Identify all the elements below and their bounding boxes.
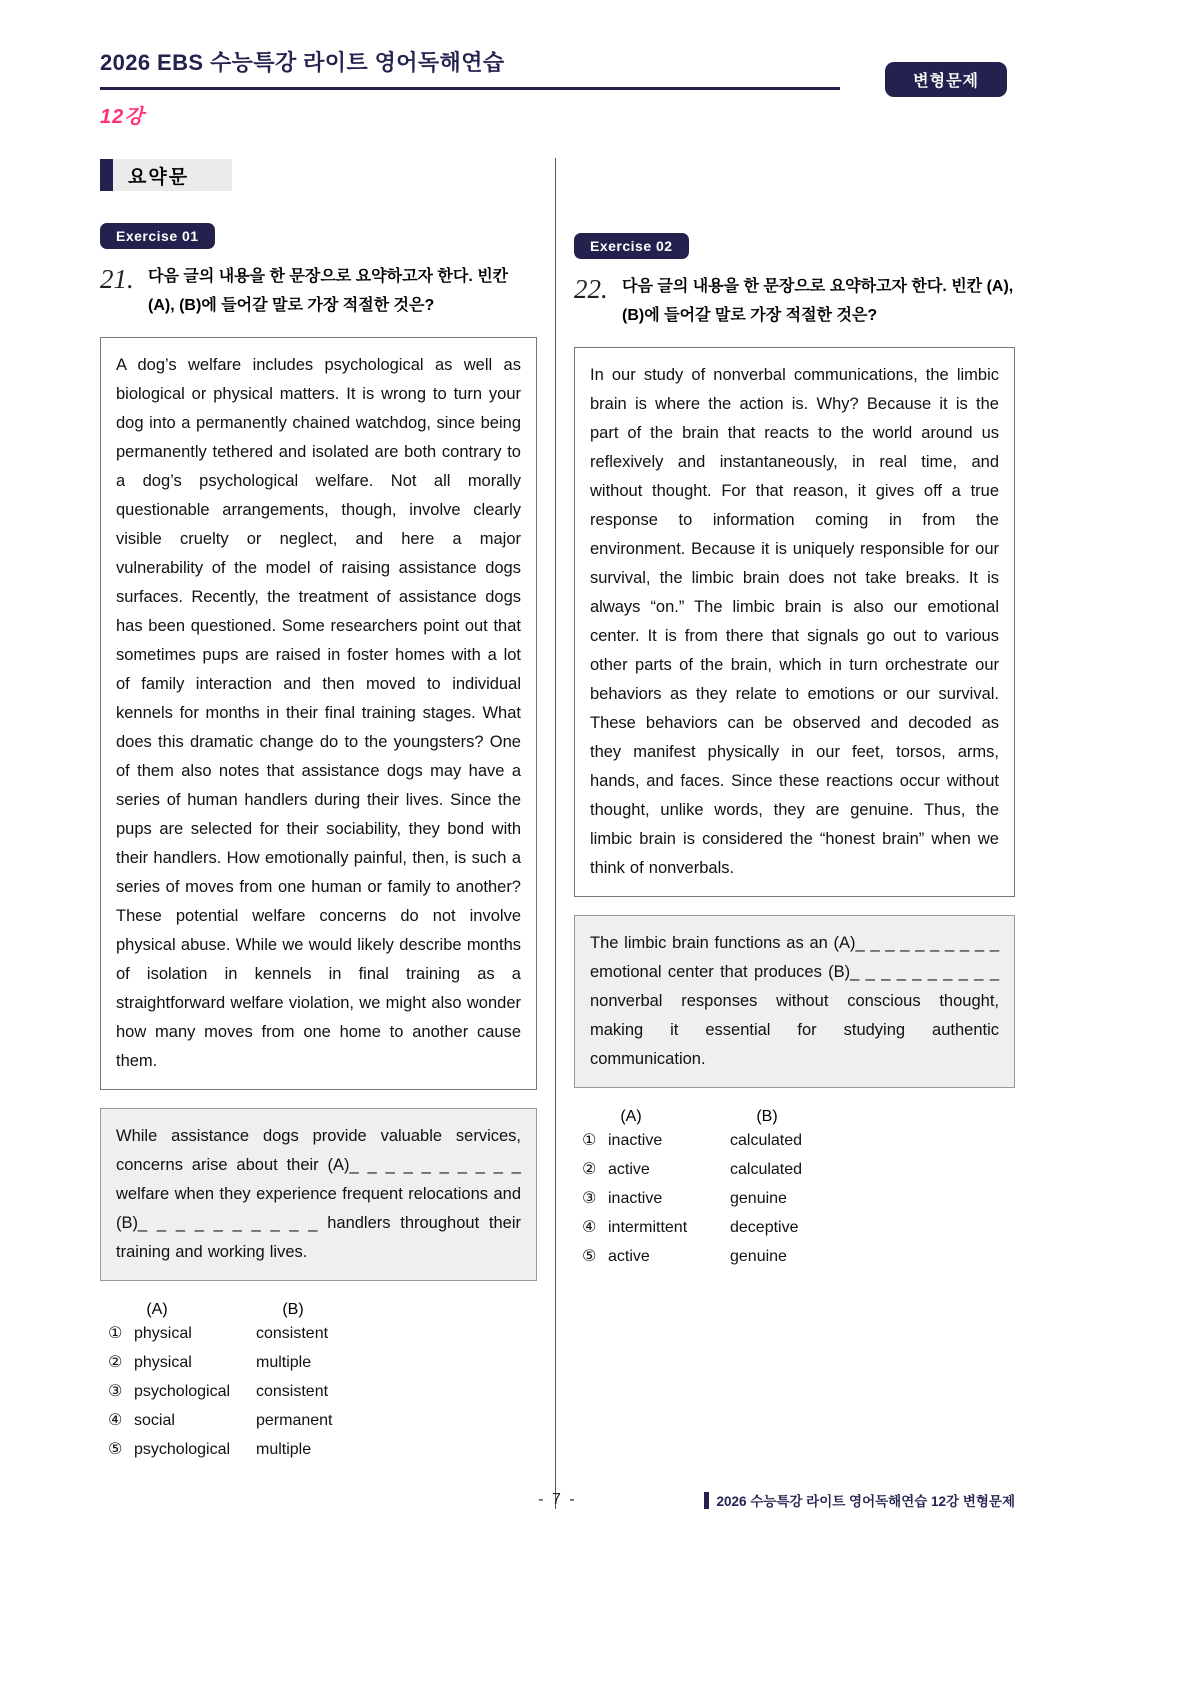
choice-option-a: inactive bbox=[608, 1131, 663, 1149]
two-column-layout bbox=[100, 223, 1015, 1464]
choice-row bbox=[100, 1436, 537, 1464]
choice-option-a: psychological bbox=[134, 1440, 231, 1458]
passage-box: A dog’s welfare includes psychological as well as biological or physical matters. It is wrong to turn your dog into a permanently chained watchdog, since being permanently tethered and isolated are both contrary to a dog’s psychological welfare. Not all morally questionable arrangements, though, involve clearly visible cruelty or neglect, and here a major vulnerability of the model of raising assistance dogs surfaces. Recently, the treatment of assistance dogs has been questioned. Some researchers point out that sometimes pups are raised in foster homes with a lot of family interaction and then moved to individual kennels for months in their final training stages. What does this dramatic change do to the youngsters? One of them also notes that assistance dogs may have a series of human handlers during their lives. Since the pups are selected for their sociability, they bond with their handlers. How emotionally painful, then, is such a series of moves from one human or family to another? These potential welfare concerns do not involve physical abuse. While we would likely describe months of isolation in kennels in final training as a straightforward welfare violation, we might also wonder how many moves from one home to another cause them. bbox=[100, 337, 537, 1090]
column-a-label: (A) bbox=[620, 1107, 642, 1125]
exercise-01 bbox=[100, 223, 537, 1464]
column-divider bbox=[555, 158, 556, 1509]
choice-option-b: consistent bbox=[256, 1324, 329, 1342]
footer-caption bbox=[704, 1490, 1015, 1510]
column-b-label: (B) bbox=[282, 1300, 304, 1318]
choice-row bbox=[574, 1185, 1015, 1213]
page-footer bbox=[100, 1490, 1015, 1510]
column-a-label: (A) bbox=[146, 1300, 168, 1318]
footer-accent-bar bbox=[704, 1492, 709, 1509]
choice-row bbox=[574, 1156, 1015, 1184]
choice-option-b: calculated bbox=[730, 1160, 803, 1178]
question-number: 21. bbox=[100, 264, 134, 294]
summary-box: The limbic brain functions as an (A)_ _ _ _ _ _ _ _ _ _ emotional center that produces (B)_ _ _ _ _ _ _ _ _ _ nonverbal responses without conscious thought, making it essential for studying authentic communication. bbox=[574, 915, 1015, 1088]
choice-option-a: active bbox=[608, 1247, 650, 1265]
choice-row bbox=[100, 1378, 537, 1406]
choice-column-headers bbox=[100, 1301, 537, 1319]
choice-option-b: multiple bbox=[256, 1440, 312, 1458]
choice-number: ② bbox=[108, 1353, 123, 1371]
summary-box: While assistance dogs provide valuable services, concerns arise about their (A)_ _ _ _ _ _ _ _ _ _ welfare when they experience frequent relocations and (B)_ _ _ _ _ _ _ _ _ _ handlers throughout their training and working lives. bbox=[100, 1108, 537, 1281]
choice-row bbox=[574, 1243, 1015, 1271]
section-accent-bar bbox=[100, 159, 113, 191]
choice-option-b: consistent bbox=[256, 1382, 329, 1400]
choice-option-a: physical bbox=[134, 1324, 192, 1342]
choice-row bbox=[100, 1320, 537, 1348]
question-text: 다음 글의 내용을 한 문장으로 요약하고자 한다. 빈칸 (A), (B)에 들어갈 말로 가장 적절한 것은? bbox=[622, 278, 1014, 324]
choice-number: ③ bbox=[108, 1382, 123, 1400]
choice-number: ② bbox=[582, 1160, 597, 1178]
exercise-02 bbox=[574, 233, 1015, 1271]
choice-number: ⑤ bbox=[582, 1247, 597, 1265]
question-text: 다음 글의 내용을 한 문장으로 요약하고자 한다. 빈칸 (A), (B)에 들어갈 말로 가장 적절한 것은? bbox=[148, 268, 509, 314]
choice-column-headers bbox=[574, 1108, 1015, 1126]
choice-number: ③ bbox=[582, 1189, 597, 1207]
choice-option-b: permanent bbox=[256, 1411, 333, 1429]
choice-number: ⑤ bbox=[108, 1440, 123, 1458]
choice-number: ① bbox=[108, 1324, 123, 1342]
book-title: 2026 EBS 수능특강 라이트 영어독해연습 bbox=[100, 46, 840, 90]
section-title: 요약문 bbox=[128, 166, 190, 188]
column-b-label: (B) bbox=[756, 1107, 778, 1125]
choice-option-a: psychological bbox=[134, 1382, 231, 1400]
choice-row bbox=[100, 1407, 537, 1435]
choice-number: ④ bbox=[582, 1218, 597, 1236]
choice-option-b: multiple bbox=[256, 1353, 312, 1371]
choice-option-a: physical bbox=[134, 1353, 192, 1371]
lesson-number: 12강 bbox=[100, 106, 145, 128]
page-number: - 7 - bbox=[538, 1491, 577, 1508]
footer-caption-text: 2026 수능특강 라이트 영어독해연습 12강 변형문제 bbox=[716, 1494, 1015, 1509]
exercise-02-badge: Exercise 02 bbox=[574, 233, 689, 259]
choice-option-b: genuine bbox=[730, 1247, 787, 1265]
variant-problem-badge: 변형문제 bbox=[885, 62, 1007, 97]
choice-option-b: deceptive bbox=[730, 1218, 799, 1236]
choice-option-a: intermittent bbox=[608, 1218, 688, 1236]
right-column bbox=[574, 223, 1015, 1464]
section-label bbox=[100, 159, 232, 191]
exercise-01-badge: Exercise 01 bbox=[100, 223, 215, 249]
choice-row bbox=[574, 1214, 1015, 1242]
choice-row bbox=[100, 1349, 537, 1377]
question-number: 22. bbox=[574, 274, 608, 304]
page-header bbox=[100, 46, 1015, 129]
question-21-header bbox=[100, 263, 537, 321]
choice-option-b: calculated bbox=[730, 1131, 803, 1149]
choice-option-a: active bbox=[608, 1160, 650, 1178]
choice-option-b: genuine bbox=[730, 1189, 787, 1207]
choice-option-a: inactive bbox=[608, 1189, 663, 1207]
choice-row bbox=[574, 1127, 1015, 1155]
choice-number: ④ bbox=[108, 1411, 123, 1429]
passage-box: In our study of nonverbal communications, the limbic brain is where the action is. Why? Because it is the part of the brain that reacts to the world around us reflexively and instantaneously, in real time, and without thought. For that reason, it gives off a true response to information coming in from the environment. Because it is uniquely responsible for our survival, the limbic brain does not take breaks. It is always “on.” The limbic brain is also our emotional center. It is from there that signals go out to various other parts of the brain, which in turn orchestrate our behaviors as they relate to emotions or our survival. These behaviors can be observed and decoded as they manifest physically in our feet, torsos, arms, hands, and faces. Since these reactions occur without thought, unlike words, they are genuine. Thus, the limbic brain is considered the “honest brain” when we think of nonverbals. bbox=[574, 347, 1015, 897]
choice-number: ① bbox=[582, 1131, 597, 1149]
choice-option-a: social bbox=[134, 1411, 175, 1429]
left-column bbox=[100, 223, 537, 1464]
question-22-header bbox=[574, 273, 1015, 331]
